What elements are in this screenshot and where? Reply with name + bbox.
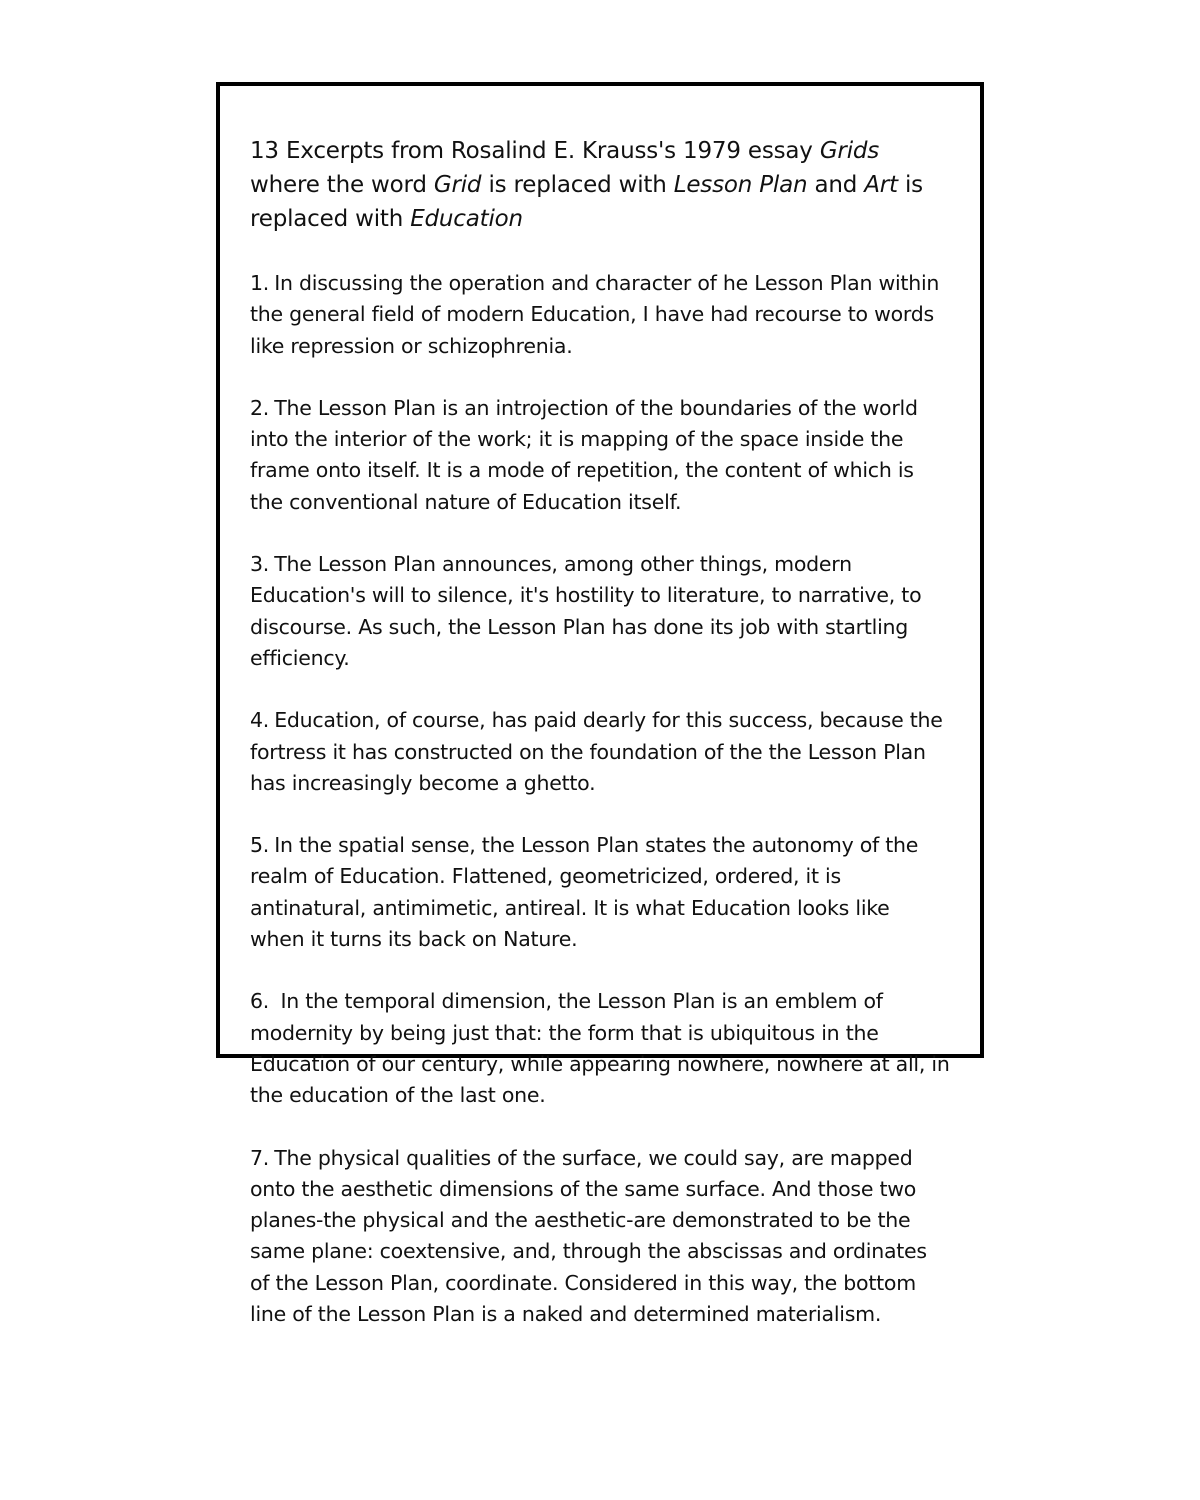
- excerpt-2: [250, 393, 950, 518]
- excerpt-text: In the spatial sense, the Lesson Plan states the autonomy of the realm of Education. Flattened, geometricized, ordered, it is antinatural, antimimetic, antireal. It is what Education looks like when it turns its back on Nature.: [250, 833, 919, 952]
- document-content: [250, 134, 950, 1361]
- excerpt-number: 1.: [250, 271, 270, 295]
- excerpt-text: The Lesson Plan is an introjection of the boundaries of the world into the interior of the work; it is mapping of the space inside the frame onto itself. It is a mode of repetition, the content of which is the conventional nature of Education itself.: [250, 395, 918, 514]
- excerpt-text: Education, of course, has paid dearly for this success, because the fortress it has constructed on the foundation of the the Lesson Plan has increasingly become a ghetto.: [250, 708, 943, 795]
- excerpt-text: The Lesson Plan announces, among other things, modern Education's will to silence, it's hostility to literature, to narrative, to discourse. As such, the Lesson Plan has done its job with startling efficiency.: [250, 552, 922, 670]
- excerpt-5: [250, 830, 950, 955]
- excerpt-number: 4.: [250, 708, 270, 733]
- document-frame: [216, 82, 984, 1327]
- excerpt-6: [250, 986, 950, 1111]
- excerpt-number: 5.: [250, 833, 270, 858]
- excerpt-4: [250, 705, 950, 799]
- excerpt-number: 2.: [250, 395, 270, 420]
- excerpt-7: [250, 1143, 950, 1331]
- excerpt-number: 3.: [250, 552, 270, 577]
- excerpt-number: 6.: [250, 989, 270, 1014]
- document-title: 13 Excerpts from Rosalind E. Krauss's 1979 essay Grids where the word Grid is replaced with Lesson Plan and Art is replaced with Education: [250, 138, 923, 232]
- excerpt-number: 7.: [250, 1145, 270, 1170]
- excerpt-3: [250, 549, 950, 674]
- excerpt-text: In discussing the operation and character of he Lesson Plan within the general field of modern Education, I have had recourse to words like repression or schizophrenia.: [250, 271, 940, 358]
- excerpt-text: The physical qualities of the surface, we could say, are mapped onto the aesthetic dimensions of the same surface. And those two planes-the physical and the aesthetic-are demonstrated to be the same plane: coextensive, and, through the abscissas and ordinates of the Lesson Plan, coordinate. Considered in this way, the bottom line of the Lesson Plan is a naked and determined materialism.: [250, 1145, 927, 1327]
- excerpt-1: [250, 268, 950, 362]
- excerpt-text: In the temporal dimension, the Lesson Plan is an emblem of modernity by being just that: the form that is ubiquitous in the Education of our century, while appearing nowhere, nowhere at all, in the education of the last one.: [250, 989, 950, 1108]
